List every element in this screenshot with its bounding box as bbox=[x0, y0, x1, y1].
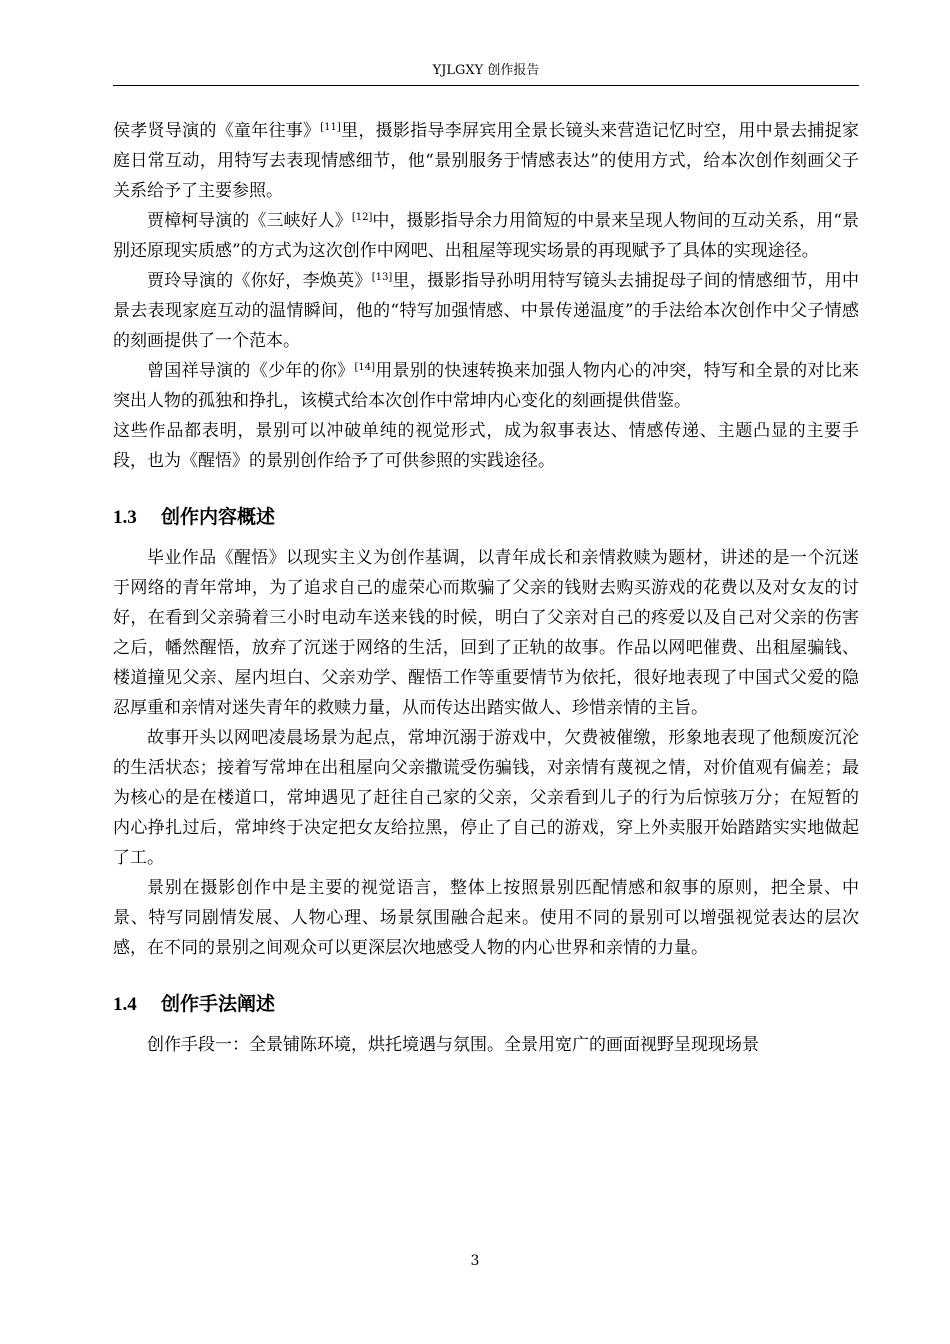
paragraph-technique-1: 创作手段一：全景铺陈环境，烘托境遇与氛围。全景用宽广的画面视野呈现现场景 bbox=[147, 1035, 759, 1055]
section-heading-1-4 bbox=[113, 989, 859, 1020]
paragraph-text: 侯孝贤导演的《童年往事》 bbox=[113, 121, 321, 141]
paragraph-text: 里，摄影指导李屏宾用全景长镜头来营造记忆时空，用中景去捕捉家庭日常互动，用特写去表现情感细节，他“景别服务于情感表达”的使用方式，给本次创作刻画父子关系给予了主要参照。 bbox=[113, 121, 860, 201]
paragraph-overview: 毕业作品《醒悟》以现实主义为创作基调，以青年成长和亲情救赎为题材，讲述的是一个沉迷于网络的青年常坤，为了追求自己的虚荣心而欺骗了父亲的钱财去购买游戏的花费以及对女友的讨好，在看到父亲骑着三小时电动车送来钱的时候，明白了父亲对自己的疼爱以及自己对父亲的伤害之后，幡然醒悟，放弃了沉迷于网络的生活，回到了正轨的故事。作品以网吧催费、出租屋骗钱、楼道撞见父亲、屋内坦白、父亲劝学、醒悟工作等重要情节为依托，很好地表现了中国式父爱的隐忍厚重和亲情对迷失青年的救赎力量，从而传达出踏实做人、珍惜亲情的主旨。 bbox=[113, 548, 859, 718]
paragraph-shaonian bbox=[113, 356, 859, 416]
paragraph-text: 中，摄影指导余力用简短的中景来呈现人物间的互动关系，用“景别还原现实质感”的方式为这次创作中网吧、出租屋等现实场景的再现赋予了具体的实现途径。 bbox=[113, 211, 859, 261]
page-number: 3 bbox=[470, 1253, 480, 1269]
paragraph-summary: 这些作品都表明，景别可以冲破单纯的视觉形式，成为叙事表达、情感传递、主题凸显的主要手段，也为《醒悟》的景别创作给予了可供参照的实践途径。 bbox=[113, 421, 859, 471]
page-body bbox=[113, 116, 859, 1060]
paragraph-sanxia bbox=[113, 206, 859, 266]
paragraph-lihuanying bbox=[113, 266, 859, 356]
section-title: 创作手法阐述 bbox=[161, 993, 276, 1015]
paragraph-story: 故事开头以网吧凌晨场景为起点，常坤沉溺于游戏中，欠费被催缴，形象地表现了他颓废沉沦的生活状态；接着写常坤在出租屋向父亲撒谎受伤骗钱，对亲情有蔑视之情，对价值观有偏差；最为核心的是在楼道口，常坤遇见了赶往自己家的父亲，父亲看到儿子的行为后惊骇万分；在短暂的内心挣扎过后，常坤终于决定把女友给拉黑，停止了自己的游戏，穿上外卖服开始踏踏实实地做起了工。 bbox=[113, 728, 859, 868]
section-heading-1-3 bbox=[113, 502, 859, 533]
paragraph-shot-scale: 景别在摄影创作中是主要的视觉语言，整体上按照景别匹配情感和叙事的原则，把全景、中景、特写同剧情发展、人物心理、场景氛围融合起来。使用不同的景别可以增强视觉表达的层次感，在不同的景别之间观众可以更深层次地感受人物的内心世界和亲情的力量。 bbox=[113, 878, 859, 958]
paragraph-text: 贾樟柯导演的《三峡好人》 bbox=[147, 211, 352, 231]
citation-14: [14] bbox=[354, 362, 375, 373]
paragraph-text: 曾国祥导演的《少年的你》 bbox=[147, 361, 355, 381]
section-title: 创作内容概述 bbox=[161, 506, 276, 528]
paragraph-text: 贾玲导演的《你好，李焕英》 bbox=[147, 271, 372, 291]
citation-12: [12] bbox=[351, 212, 373, 223]
citation-11: [11] bbox=[320, 122, 341, 133]
header-rule bbox=[113, 85, 859, 86]
citation-13: [13] bbox=[371, 272, 393, 283]
section-number: 1.3 bbox=[113, 507, 137, 528]
page-header: YJLGXY 创作报告 bbox=[432, 63, 540, 78]
paragraph-text: 里，摄影指导孙明用特写镜头去捕捉母子间的情感细节，用中景去表现家庭互动的温情瞬间，他的“特写加强情感、中景传递温度”的手法给本次创作中父子情感的刻画提供了一个范本。 bbox=[113, 271, 860, 351]
paragraph-text: 用景别的快速转换来加强人物内心的冲突，特写和全景的对比来突出人物的孤独和挣扎，该模式给本次创作中常坤内心变化的刻画提供借鉴。 bbox=[113, 361, 860, 411]
paragraph-tongnian bbox=[113, 116, 859, 206]
section-number: 1.4 bbox=[113, 994, 137, 1015]
